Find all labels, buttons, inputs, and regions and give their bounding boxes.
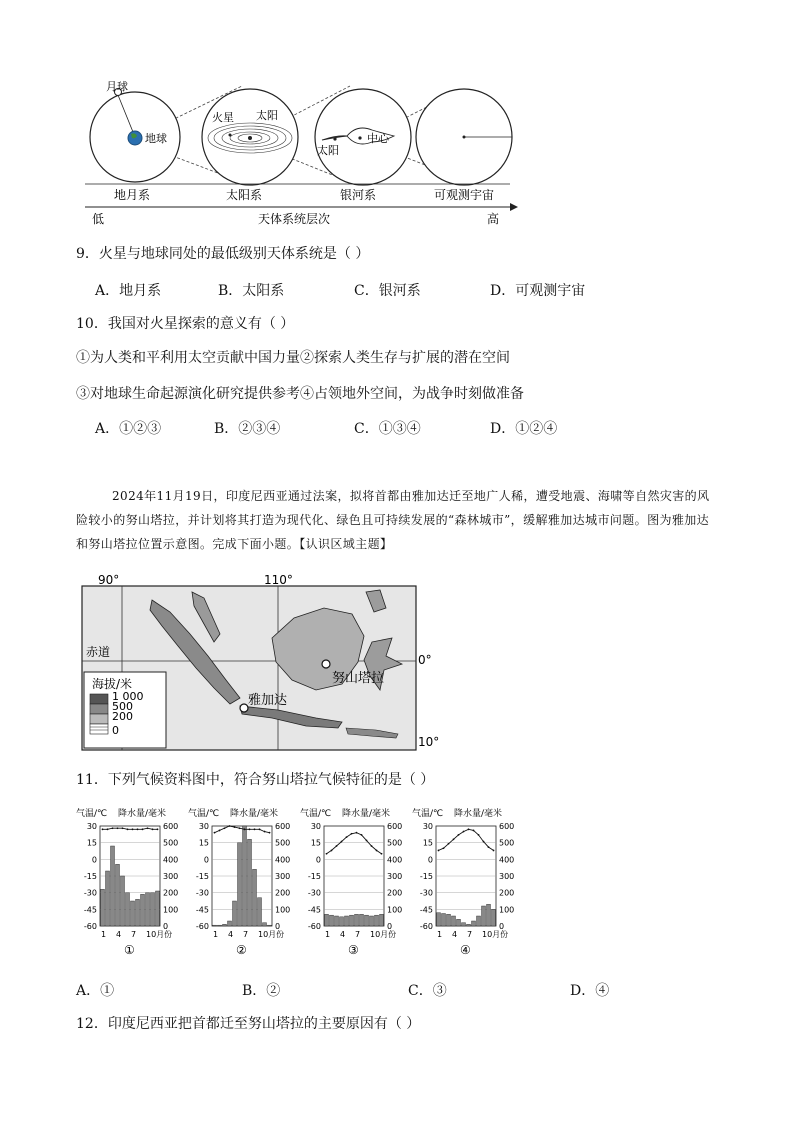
- precip-tick-label: 0: [499, 922, 505, 931]
- temp-tick-label: 0: [91, 855, 97, 865]
- axis-title: 天体系统层次: [258, 212, 331, 226]
- jakarta-label: 雅加达: [248, 693, 288, 708]
- moon-label: 月球: [106, 80, 128, 93]
- temp-tick-label: -15: [83, 872, 97, 881]
- temp-tick-label: 15: [310, 838, 321, 848]
- precip-tick-label: 400: [387, 855, 403, 865]
- q11-option-c[interactable]: C．③: [408, 983, 447, 999]
- temp-tick-label: -45: [195, 905, 209, 915]
- equator-label: 赤道: [86, 645, 111, 659]
- precip-tick-label: 200: [163, 888, 179, 898]
- caption-solar-system: 太阳系: [226, 188, 263, 202]
- precip-tick-label: 600: [387, 822, 403, 831]
- precip-bar: [218, 925, 222, 926]
- precip-tick-label: 500: [387, 838, 403, 848]
- precip-bar: [228, 921, 232, 926]
- lat-10-label: 10°: [418, 735, 440, 749]
- nusantara-label: 努山塔拉: [332, 671, 385, 686]
- temp-tick-label: -30: [307, 888, 321, 898]
- month-tick-label: 7: [355, 930, 361, 939]
- passage-text: 2024年11月19日，印度尼西亚通过法案，拟将首都由雅加达迁至地广人稀，遭受地震、海啸等自然灾害的风险较小的努山塔拉，并计划将其打造为现代化、绿色且可持续发展的“森林城市”，缓解雅加达城市问题。图为雅加达和努山塔拉位置示意图。完成下面小题。【认识区域主题】: [76, 489, 710, 551]
- temp-axis-title: 气温/℃: [188, 809, 220, 819]
- chart-number-label: ④: [460, 943, 471, 957]
- legend-level-200: 200: [112, 710, 133, 723]
- month-tick-label: 10月份: [258, 930, 285, 939]
- precip-bar: [457, 919, 461, 926]
- precip-bar: [116, 864, 120, 926]
- precip-tick-label: 100: [499, 905, 515, 915]
- temp-line: [327, 833, 382, 854]
- precip-tick-label: 100: [275, 905, 291, 915]
- month-tick-label: 7: [243, 930, 249, 939]
- precip-bar: [452, 916, 456, 926]
- precip-tick-label: 600: [163, 822, 179, 831]
- month-tick-label: 1: [325, 930, 331, 939]
- q10-option-b[interactable]: B．②③④: [214, 421, 281, 437]
- temp-line: [215, 826, 270, 833]
- precip-bar: [325, 914, 329, 926]
- temp-tick-label: 30: [198, 822, 209, 831]
- month-tick-label: 10月份: [146, 930, 173, 939]
- precip-bar: [370, 916, 374, 926]
- earth-label: 地球: [145, 132, 167, 145]
- temp-tick-label: 0: [315, 855, 321, 865]
- precip-tick-label: 200: [387, 888, 403, 898]
- precip-tick-label: 400: [163, 855, 179, 865]
- precip-axis-title: 降水量/毫米: [454, 809, 503, 819]
- temp-line: [103, 828, 158, 829]
- climate-chart-1: [76, 807, 178, 957]
- q10-option-d[interactable]: D．①②④: [490, 421, 558, 437]
- precip-bar: [492, 909, 496, 926]
- precip-bar: [213, 925, 217, 926]
- precip-bar: [477, 916, 481, 926]
- precip-bar: [141, 894, 145, 926]
- precip-bar: [355, 914, 359, 926]
- temp-tick-label: -60: [195, 922, 209, 931]
- precip-bar: [131, 901, 135, 926]
- precip-tick-label: 0: [163, 922, 169, 931]
- precip-tick-label: 300: [499, 872, 515, 881]
- temp-tick-label: 15: [198, 838, 209, 848]
- q12-stem: 12．印度尼西亚把首都迁至努山塔拉的主要原因有（ ）: [76, 1016, 421, 1032]
- precip-bar: [350, 915, 354, 926]
- precip-bar: [243, 826, 247, 926]
- precip-bar: [238, 843, 242, 926]
- precip-bar: [447, 914, 451, 926]
- precip-bar: [146, 893, 150, 926]
- climate-chart-3: [300, 807, 402, 957]
- month-tick-label: 4: [340, 930, 346, 939]
- q11-option-a[interactable]: A．①: [76, 983, 115, 999]
- temp-tick-label: -45: [83, 905, 97, 915]
- nusantara-marker: [322, 660, 330, 668]
- month-tick-label: 1: [213, 930, 219, 939]
- legend-level-500: 500: [112, 700, 133, 713]
- temp-tick-label: 30: [310, 822, 321, 831]
- temp-tick-label: -60: [419, 922, 433, 931]
- temp-tick-label: -15: [419, 872, 433, 881]
- precip-bar: [340, 917, 344, 926]
- temp-tick-label: -15: [195, 872, 209, 881]
- indonesia-location-map: [80, 572, 440, 752]
- precip-bar: [106, 871, 110, 926]
- q11-option-b[interactable]: B．②: [242, 983, 281, 999]
- precip-tick-label: 0: [387, 922, 393, 931]
- legend-level-0: 0: [112, 724, 119, 737]
- precip-bar: [365, 915, 369, 926]
- lat-0-label: 0°: [418, 653, 432, 667]
- temp-tick-label: 30: [422, 822, 433, 831]
- precip-bar: [111, 846, 115, 926]
- precip-tick-label: 100: [163, 905, 179, 915]
- jakarta-marker: [240, 704, 248, 712]
- caption-galaxy: 银河系: [340, 188, 377, 202]
- precip-tick-label: 200: [499, 888, 515, 898]
- precip-bar: [258, 898, 262, 926]
- precip-bar: [101, 889, 105, 926]
- precip-tick-label: 400: [499, 855, 515, 865]
- earth-icon: [128, 131, 142, 145]
- chart-number-label: ③: [348, 943, 359, 957]
- axis-low: 低: [92, 212, 105, 226]
- temp-tick-label: -30: [195, 888, 209, 898]
- lon-110-label: 110°: [264, 573, 293, 587]
- climate-chart-2: [188, 807, 290, 957]
- precip-tick-label: 300: [387, 872, 403, 881]
- legend-level-1000: 1 000: [112, 690, 144, 703]
- temp-tick-label: 15: [422, 838, 433, 848]
- axis-high: 高: [487, 212, 500, 226]
- temp-tick-label: -60: [307, 922, 321, 931]
- caption-earth-moon: 地月系: [114, 188, 151, 202]
- precip-bar: [437, 913, 441, 926]
- month-tick-label: 7: [467, 930, 473, 939]
- precip-axis-title: 降水量/毫米: [342, 809, 391, 819]
- precip-tick-label: 100: [387, 905, 403, 915]
- precip-bar: [263, 923, 267, 926]
- precip-bar: [253, 869, 257, 926]
- legend-title: 海拔/米: [92, 677, 133, 691]
- precip-bar: [268, 925, 272, 926]
- chart-number-label: ②: [236, 943, 247, 957]
- temp-axis-title: 气温/℃: [76, 809, 108, 819]
- q9-option-d[interactable]: D．可观测宇宙: [490, 283, 586, 299]
- lon-90-label: 90°: [98, 573, 120, 587]
- temp-tick-label: -15: [307, 872, 321, 881]
- temp-tick-label: -45: [419, 905, 433, 915]
- month-tick-label: 4: [452, 930, 458, 939]
- q10-statement-line2: ③对地球生命起源演化研究提供参考④占领地外空间，为战争时刻做准备: [76, 386, 524, 402]
- precip-bar: [360, 914, 364, 926]
- precip-bar: [156, 891, 160, 926]
- precip-bar: [151, 893, 155, 926]
- q9-option-c[interactable]: C．银河系: [354, 283, 421, 299]
- precip-bar: [136, 899, 140, 926]
- precip-axis-title: 降水量/毫米: [230, 809, 279, 819]
- q10-option-a[interactable]: A．①②③: [95, 421, 162, 437]
- precip-tick-label: 500: [499, 838, 515, 848]
- precip-bar: [330, 915, 334, 926]
- precip-tick-label: 200: [275, 888, 291, 898]
- temp-axis-title: 气温/℃: [412, 809, 444, 819]
- elevation-legend: [84, 672, 166, 748]
- precip-bar: [487, 904, 491, 926]
- month-tick-label: 1: [437, 930, 443, 939]
- month-tick-label: 1: [101, 930, 107, 939]
- chart-number-label: ①: [124, 943, 135, 957]
- q9-stem: 9．火星与地球同处的最低级别天体系统是（ ）: [76, 246, 370, 262]
- month-tick-label: 4: [228, 930, 234, 939]
- q9-option-a[interactable]: A．地月系: [95, 283, 162, 299]
- precip-tick-label: 600: [499, 822, 515, 831]
- month-tick-label: 10月份: [370, 930, 397, 939]
- precip-bar: [462, 923, 466, 926]
- month-tick-label: 7: [131, 930, 137, 939]
- temp-tick-label: 0: [427, 855, 433, 865]
- precip-tick-label: 500: [163, 838, 179, 848]
- temp-tick-label: -30: [419, 888, 433, 898]
- precip-tick-label: 600: [275, 822, 291, 831]
- precip-bar: [380, 914, 384, 926]
- month-tick-label: 10月份: [482, 930, 509, 939]
- temp-tick-label: 0: [203, 855, 209, 865]
- temp-tick-label: -60: [83, 922, 97, 931]
- precip-bar: [335, 916, 339, 926]
- precip-tick-label: 300: [163, 872, 179, 881]
- q10-statement-line1: ①为人类和平利用太空贡献中国力量②探索人类生存与扩展的潜在空间: [76, 350, 510, 366]
- precip-bar: [467, 924, 471, 926]
- caption-universe: 可观测宇宙: [434, 188, 495, 202]
- precip-bar: [345, 916, 349, 926]
- mars-label: 火星: [212, 111, 234, 124]
- celestial-system-diagram: [80, 76, 520, 226]
- q9-option-b[interactable]: B．太阳系: [218, 283, 285, 299]
- precip-axis-title: 降水量/毫米: [118, 809, 167, 819]
- q10-option-c[interactable]: C．①③④: [354, 421, 421, 437]
- month-tick-label: 4: [116, 930, 122, 939]
- precip-tick-label: 400: [275, 855, 291, 865]
- precip-bar: [121, 876, 125, 926]
- precip-bar: [482, 906, 486, 926]
- sun-label: 太阳: [256, 109, 278, 122]
- precip-bar: [248, 839, 252, 926]
- temp-tick-label: 30: [86, 822, 97, 831]
- q11-stem: 11．下列气候资料图中，符合努山塔拉气候特征的是（ ）: [76, 772, 435, 788]
- precip-tick-label: 500: [275, 838, 291, 848]
- q10-stem: 10．我国对火星探索的意义有（ ）: [76, 316, 295, 332]
- precip-bar: [375, 915, 379, 926]
- temp-tick-label: -45: [307, 905, 321, 915]
- temp-tick-label: 15: [86, 838, 97, 848]
- precip-tick-label: 0: [275, 922, 281, 931]
- climate-charts: [76, 806, 536, 966]
- temp-axis-title: 气温/℃: [300, 809, 332, 819]
- temp-tick-label: -30: [83, 888, 97, 898]
- precip-bar: [233, 901, 237, 926]
- precip-bar: [126, 893, 130, 926]
- galaxy-center-label: 中心: [367, 132, 389, 145]
- temp-line: [439, 829, 494, 850]
- precip-bar: [442, 914, 446, 927]
- precip-bar: [223, 924, 227, 926]
- precip-tick-label: 300: [275, 872, 291, 881]
- climate-chart-4: [412, 807, 514, 957]
- galaxy-sun-label: 太阳: [317, 144, 339, 157]
- q11-option-d[interactable]: D．④: [570, 983, 610, 999]
- precip-bar: [472, 921, 476, 926]
